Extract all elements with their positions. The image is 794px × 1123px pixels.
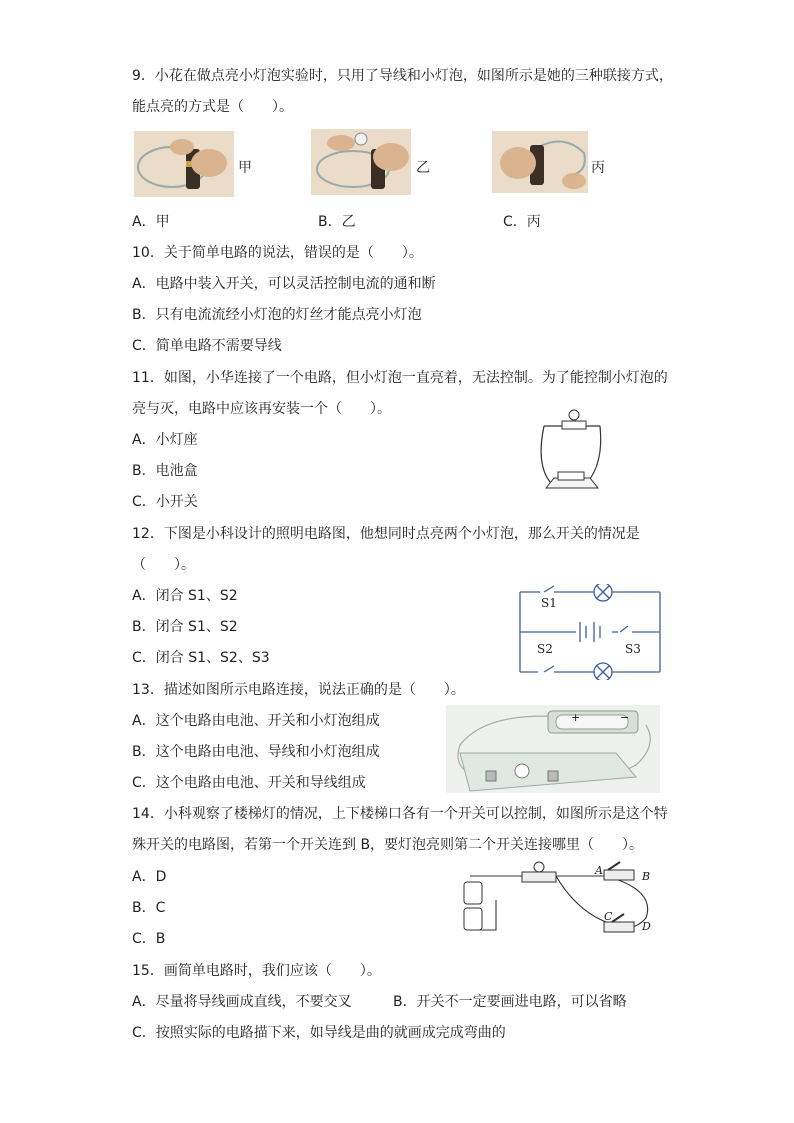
q11-option-c[interactable]: C．小开关 xyxy=(132,494,198,510)
q13-battery-minus: − xyxy=(620,711,630,724)
q10-stem: 10．关于简单电路的说法，错误的是（ ）。 xyxy=(132,245,423,261)
q14-label-a: A xyxy=(595,864,603,877)
q15-option-a[interactable]: A．尽量将导线画成直线，不要交叉 xyxy=(132,994,352,1010)
q10-option-a[interactable]: A．电路中装入开关，可以灵活控制电流的通和断 xyxy=(132,276,436,292)
q14-option-a[interactable]: A．D xyxy=(132,869,167,885)
q10-option-c[interactable]: C．简单电路不需要导线 xyxy=(132,338,282,354)
q9-photo-jia xyxy=(134,131,234,197)
q13-option-c[interactable]: C．这个电路由电池、开关和导线组成 xyxy=(132,775,366,791)
q11-stem-line2: 亮与灭，电路中应该再安装一个（ ）。 xyxy=(132,401,391,417)
q9-option-a[interactable]: A．甲 xyxy=(132,214,170,230)
q14-option-b[interactable]: B．C xyxy=(132,900,166,916)
q15-option-b[interactable]: B．开关不一定要画进电路，可以省略 xyxy=(393,994,627,1010)
q12-option-c[interactable]: C．闭合 S1、S2、S3 xyxy=(132,650,270,666)
q9-stem-line2: 能点亮的方式是（ ）。 xyxy=(132,99,293,115)
q14-stem-line2: 殊开关的电路图，若第一个开关连到 B，要灯泡亮则第二个开关连接哪里（ ）。 xyxy=(132,837,644,853)
q12-stem-line2: （ ）。 xyxy=(132,557,195,573)
q12-label-s1: S1 xyxy=(541,596,557,610)
q12-schematic xyxy=(516,584,664,680)
q12-stem-line1: 12．下图是小科设计的照明电路图，他想同时点亮两个小灯泡，那么开关的情况是 xyxy=(132,526,640,542)
q12-option-b[interactable]: B．闭合 S1、S2 xyxy=(132,619,238,635)
q13-option-b[interactable]: B．这个电路由电池、导线和小灯泡组成 xyxy=(132,744,380,760)
q15-stem: 15．画简单电路时，我们应该（ ）。 xyxy=(132,963,381,979)
q13-option-a[interactable]: A．这个电路由电池、开关和小灯泡组成 xyxy=(132,713,380,729)
q14-option-c[interactable]: C．B xyxy=(132,931,166,947)
q13-battery-plus: + xyxy=(571,711,581,724)
q10-option-b[interactable]: B．只有电流流经小灯泡的灯丝才能点亮小灯泡 xyxy=(132,307,422,323)
q13-stem: 13．描述如图所示电路连接，说法正确的是（ ）。 xyxy=(132,682,465,698)
q9-option-b[interactable]: B．乙 xyxy=(318,214,356,230)
q9-photo-yi xyxy=(311,129,411,195)
q11-option-b[interactable]: B．电池盒 xyxy=(132,463,198,479)
q12-option-a[interactable]: A．闭合 S1、S2 xyxy=(132,588,238,604)
q11-circuit-figure xyxy=(528,404,608,500)
q11-option-a[interactable]: A．小灯座 xyxy=(132,432,198,448)
q9-caption-bing: 丙 xyxy=(591,160,605,176)
q15-option-c[interactable]: C．按照实际的电路描下来，如导线是曲的就画成完成弯曲的 xyxy=(132,1025,506,1041)
q14-label-d: D xyxy=(642,920,651,933)
q12-label-s2: S2 xyxy=(537,642,553,656)
q11-stem-line1: 11．如图，小华连接了一个电路，但小灯泡一直亮着，无法控制。为了能控制小灯泡的 xyxy=(132,370,668,386)
q12-label-s3: S3 xyxy=(625,642,641,656)
q9-caption-jia: 甲 xyxy=(238,160,252,176)
q14-stem-line1: 14．小科观察了楼梯灯的情况，上下楼梯口各有一个开关可以控制，如图所示是这个特 xyxy=(132,806,668,822)
q14-stair-switch-figure xyxy=(456,860,660,946)
q14-label-c: C xyxy=(604,910,613,923)
q9-option-c[interactable]: C．丙 xyxy=(503,214,541,230)
q9-photo-bing xyxy=(492,131,588,193)
q9-caption-yi: 乙 xyxy=(416,160,430,176)
q14-label-b: B xyxy=(642,870,651,883)
q9-stem-line1: 9．小花在做点亮小灯泡实验时，只用了导线和小灯泡，如图所示是她的三种联接方式， xyxy=(132,68,673,84)
